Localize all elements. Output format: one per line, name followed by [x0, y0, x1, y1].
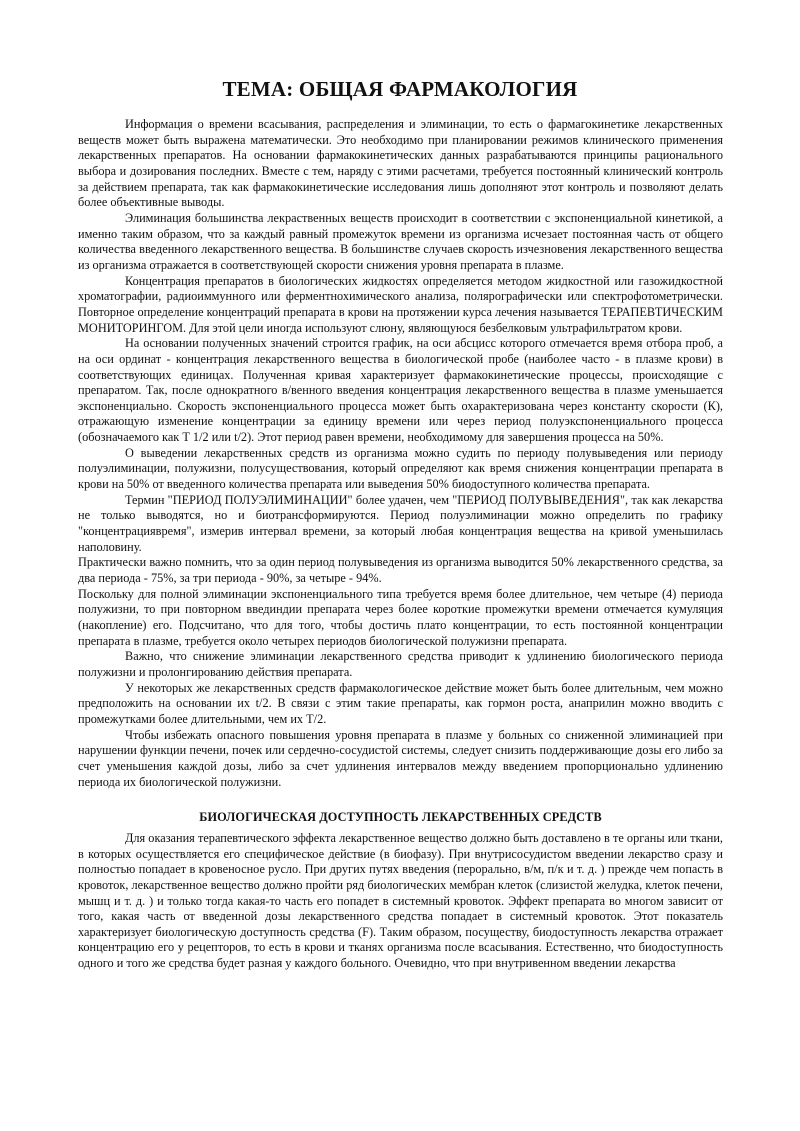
paragraph-practical-note: Практически важно помнить, что за один период полувыведения из организма выводится 50% лекарственного средства, за два периода - 75%, за три периода - 90%, за четыре - 94%. — [78, 555, 723, 586]
document-body — [78, 117, 723, 972]
paragraph-concentration: Концентрация препаратов в биологических жидкостях определяется методом жидкостной или газожидкостной хроматографии, радиоиммунного или ферментнохимического анализа, полярографически или спектрофотометрически. Повторное определение концентраций препарата в крови на протяжении курса лечения называется ТЕРАПЕВТИЧЕСКИМ МОНИТОРИНГОМ. Для этой цели иногда используют слюну, являющуюся безбелковым ультрафильтратом крови. — [78, 273, 723, 335]
paragraph-term-half-elimination: Термин "ПЕРИОД ПОЛУЭЛИМИНАЦИИ" более удачен, чем "ПЕРИОД ПОЛУВЫВЕДЕНИЯ", так как лекарства не только выводятся, но и биотрансформируются. Период полуэлиминации можно определить по графику "концентрациявремя", измерив интервал времени, за который любая концентрация вещества на кривой уменьшилась наполовину. — [78, 492, 723, 554]
paragraph-bioavailability: Для оказания терапевтического эффекта лекарственное вещество должно быть доставлено в те органы или ткани, в которых осуществляется его специфическое действие (в биофазу). При внутрисосудистом введении лекарство сразу и полностью попадает в кровеносное русло. При других путях введения (перорально, в/м, п/к и т. д. ) прежде чем попасть в кровоток, лекарственное вещество должно пройти ряд биологических мембран клеток (слизистой желудка, клеток печени, мышц и т. д. ) и только тогда какая-то часть его попадет в системный кровоток. Эффект препарата во многом зависит от того, какая часть от введенной дозы лекарственного средства попадает в системный кровоток. Этот показатель характеризует биологическую доступность средства (F). Таким образом, посуществу, биодоступность лекарства отражает концентрацию его у рецепторов, то есть в крови и тканях организма после всасывания. Естественно, что биодоступность одного и того же средства будет разная у каждого больного. Очевидно, что при внутривенном введении лекарства — [78, 830, 723, 971]
paragraph-elimination: Элиминация большинства лекраственных веществ происходит в соответствии с экспоненциальной кинетикой, а именно таким образом, что за каждый равный промежуток времени из организма исчезает постоянная часть от общего количества введенного лекарственного вещества. В большинстве случаев скорость изчезновения лекарственного вещества из организма отражается в соответствующей скорости снижения уровня препарата в плазме. — [78, 210, 723, 272]
paragraph-dose-adjustment: Чтобы избежать опасного повышения уровня препарата в плазме у больных со сниженной элиминацией при нарушении функции печени, почек или сердечно-сосудистой системы, следует снизить поддерживающие дозы его либо за счет уменьшения каждой дозы, либо за счет удлинения интервалов между введением пропорционально удлинению периода их биологической полужизни. — [78, 727, 723, 789]
section-heading-bioavailability: БИОЛОГИЧЕСКАЯ ДОСТУПНОСТЬ ЛЕКАРСТВЕННЫХ СРЕДСТВ — [199, 810, 602, 825]
page-title: ТЕМА: ОБЩАЯ ФАРМАКОЛОГИЯ — [222, 77, 578, 101]
paragraph-reduced-elimination: Важно, что снижение элиминации лекарственного средства приводит к удлинению биологического периода полужизни и пролонгированию действия препарата. — [78, 649, 723, 679]
paragraph-pharmacokinetics-intro: Информация о времени всасывания, распределения и элиминации, то есть о фармагокинетике лекарственных веществ может быть выражена математически. Это необходимо при планировании режимов клинического применения лекарственных препаратов. На основании фармакокинетических данных разрабатываются принципы рационального выбора и дозирования последних. Вместе с тем, наряду с этими расчетами, требуется постоянный клинический контроль за действием препарата, так как фармакокинетические исследования лишь дополняют этот контроль и позволяют делать более объективные выводы. — [78, 117, 723, 210]
paragraph-half-life: О выведении лекарственных средств из организма можно судить по периоду полувыведения или периоду полуэлиминации, полужизни, полусуществования, который определяют как время снижения концентрации препарата в крови на 50% от введенного количества препарата или выведения 50% биодоступного количества препарата. — [78, 445, 723, 492]
paragraph-graph: На основании полученных значений строится график, на оси абсцисс которого отмечается время отбора проб, а на оси ординат - концентрация лекарственного вещества в биологической пробе (наиболее часто - в плазме крови) в соответствующих единицах. Полученная кривая характеризует фармакокинетические процессы, происходящие с препаратом. Так, после однократного в/венного введения концентрация лекарственного вещества в плазме уменьшается экспоненциально. Скорость экспоненциального процесса может быть охарактеризована через константу скорости (К), отражающую изменение концентрации за единицу времени или через период полуэкспоненциального процесса (обозначаемого как Т 1/2 или t/2). Этот период равен времени, необходимому для завершения процесса на 50%. — [78, 336, 723, 445]
paragraph-long-action: У некоторых же лекарственных средств фармакологическое действие может быть более длительным, чем можно предположить на основании их t/2. В связи с этим такие препараты, как гормон роста, анаприлин можно вводить с промежутками более длительными, чем их Т/2. — [78, 680, 723, 726]
paragraph-cumulation: Поскольку для полной элиминации экспоненциального типа требуется время более длительное, чем четыре (4) периода полужизни, то при повторном введиндии препарата через более короткие промежутки времени отмечается кумуляция (накопление) его. Подсчитано, что для того, чтобы достичь плато концентрации, то есть постоянной концентрации препарата в плазме, требуется около четырех периодов биологической полужизни препарата. — [78, 586, 723, 648]
